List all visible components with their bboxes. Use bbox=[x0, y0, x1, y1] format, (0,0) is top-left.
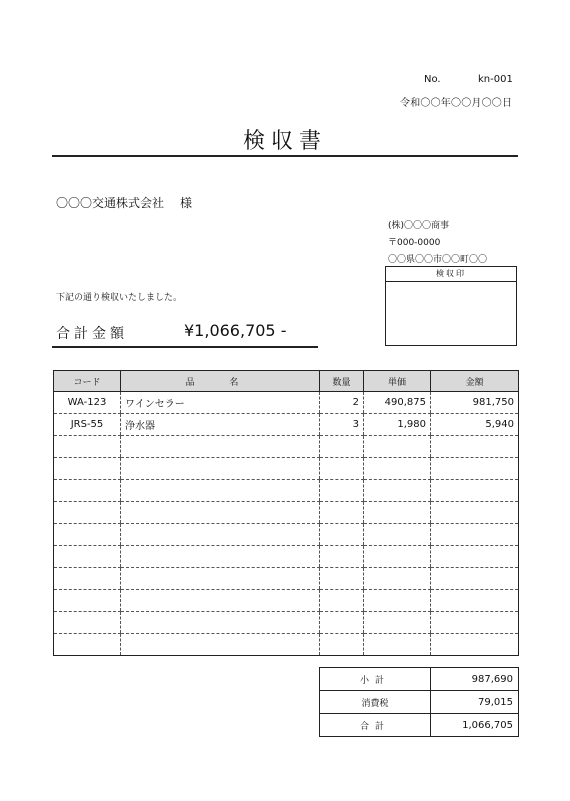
cell-name bbox=[121, 590, 320, 612]
cell-name bbox=[121, 524, 320, 546]
cell-code bbox=[54, 480, 121, 502]
table-row bbox=[54, 392, 519, 414]
recipient-honorific: 様 bbox=[180, 196, 193, 210]
cell-code: JRS-55 bbox=[54, 414, 121, 436]
cell-code bbox=[54, 612, 121, 634]
cell-price bbox=[364, 546, 431, 568]
cell-code bbox=[54, 458, 121, 480]
table-row bbox=[54, 502, 519, 524]
cell-code bbox=[54, 568, 121, 590]
items-table bbox=[53, 370, 519, 656]
table-row bbox=[54, 524, 519, 546]
document-number-label: No. bbox=[424, 74, 441, 85]
total-amount-value: ¥1,066,705 - bbox=[184, 321, 287, 340]
cell-qty bbox=[320, 612, 364, 634]
cell-amount bbox=[431, 502, 519, 524]
cell-qty bbox=[320, 568, 364, 590]
cell-price bbox=[364, 634, 431, 656]
cell-name bbox=[121, 634, 320, 656]
cell-name bbox=[121, 546, 320, 568]
issuer-company: (株)〇〇〇商事 bbox=[388, 221, 450, 231]
cell-name bbox=[121, 502, 320, 524]
summary-tax-row bbox=[320, 691, 519, 714]
cell-price bbox=[364, 458, 431, 480]
cell-amount bbox=[431, 590, 519, 612]
header-code: コード bbox=[54, 371, 121, 392]
cell-qty bbox=[320, 524, 364, 546]
cell-name bbox=[121, 436, 320, 458]
summary-table bbox=[319, 667, 519, 737]
cell-code bbox=[54, 436, 121, 458]
issuer-postal: 〒000-0000 bbox=[388, 238, 441, 248]
table-row bbox=[54, 480, 519, 502]
recipient bbox=[56, 194, 192, 211]
cell-price bbox=[364, 436, 431, 458]
cell-price bbox=[364, 524, 431, 546]
acceptance-message: 下記の通り検収いたしました。 bbox=[56, 293, 183, 303]
cell-qty bbox=[320, 590, 364, 612]
items-header-row bbox=[54, 371, 519, 392]
title-underline bbox=[52, 155, 518, 157]
cell-code bbox=[54, 634, 121, 656]
cell-code bbox=[54, 502, 121, 524]
document-number bbox=[424, 74, 513, 85]
grand-total-label: 合計 bbox=[320, 714, 431, 737]
cell-price bbox=[364, 612, 431, 634]
cell-name: 浄水器 bbox=[121, 414, 320, 436]
cell-price bbox=[364, 568, 431, 590]
cell-amount bbox=[431, 524, 519, 546]
cell-price bbox=[364, 480, 431, 502]
issuer-address: 〇〇県〇〇市〇〇町〇〇 bbox=[388, 255, 488, 265]
cell-amount bbox=[431, 634, 519, 656]
cell-amount bbox=[431, 546, 519, 568]
cell-qty: 3 bbox=[320, 414, 364, 436]
cell-amount bbox=[431, 612, 519, 634]
table-row bbox=[54, 612, 519, 634]
grand-total-value: 1,066,705 bbox=[431, 714, 519, 737]
document-number-value: kn-001 bbox=[478, 74, 513, 85]
cell-name bbox=[121, 612, 320, 634]
header-qty: 数量 bbox=[320, 371, 364, 392]
inspection-stamp-box bbox=[385, 266, 517, 346]
cell-amount: 981,750 bbox=[431, 392, 519, 414]
total-amount-label: 合計金額 bbox=[56, 326, 128, 342]
cell-qty bbox=[320, 458, 364, 480]
table-row bbox=[54, 634, 519, 656]
header-amount: 金額 bbox=[431, 371, 519, 392]
table-row bbox=[54, 546, 519, 568]
cell-code bbox=[54, 546, 121, 568]
table-row bbox=[54, 436, 519, 458]
table-row bbox=[54, 590, 519, 612]
cell-qty bbox=[320, 436, 364, 458]
cell-amount bbox=[431, 480, 519, 502]
table-row bbox=[54, 414, 519, 436]
table-row bbox=[54, 458, 519, 480]
cell-qty bbox=[320, 634, 364, 656]
cell-amount bbox=[431, 568, 519, 590]
header-price: 単価 bbox=[364, 371, 431, 392]
table-row bbox=[54, 568, 519, 590]
cell-qty bbox=[320, 502, 364, 524]
cell-amount bbox=[431, 436, 519, 458]
inspection-stamp-label: 検収印 bbox=[386, 267, 516, 282]
tax-value: 79,015 bbox=[431, 691, 519, 714]
cell-price bbox=[364, 590, 431, 612]
subtotal-value: 987,690 bbox=[431, 668, 519, 691]
total-amount-underline bbox=[52, 346, 318, 348]
cell-name bbox=[121, 568, 320, 590]
cell-name bbox=[121, 458, 320, 480]
cell-amount: 5,940 bbox=[431, 414, 519, 436]
subtotal-label: 小計 bbox=[320, 668, 431, 691]
page-title: 検収書 bbox=[242, 129, 327, 154]
cell-qty bbox=[320, 480, 364, 502]
cell-amount bbox=[431, 458, 519, 480]
cell-price: 1,980 bbox=[364, 414, 431, 436]
cell-qty bbox=[320, 546, 364, 568]
summary-total-row bbox=[320, 714, 519, 737]
cell-code bbox=[54, 590, 121, 612]
header-name: 品 名 bbox=[121, 371, 320, 392]
cell-price bbox=[364, 502, 431, 524]
cell-code bbox=[54, 524, 121, 546]
cell-name: ワインセラー bbox=[121, 392, 320, 414]
tax-label: 消費税 bbox=[320, 691, 431, 714]
summary-subtotal-row bbox=[320, 668, 519, 691]
cell-name bbox=[121, 480, 320, 502]
cell-code: WA-123 bbox=[54, 392, 121, 414]
recipient-name: 〇〇〇交通株式会社 bbox=[56, 196, 165, 210]
items-body bbox=[54, 392, 519, 656]
document-date: 令和〇〇年〇〇月〇〇日 bbox=[400, 98, 513, 109]
cell-qty: 2 bbox=[320, 392, 364, 414]
cell-price: 490,875 bbox=[364, 392, 431, 414]
